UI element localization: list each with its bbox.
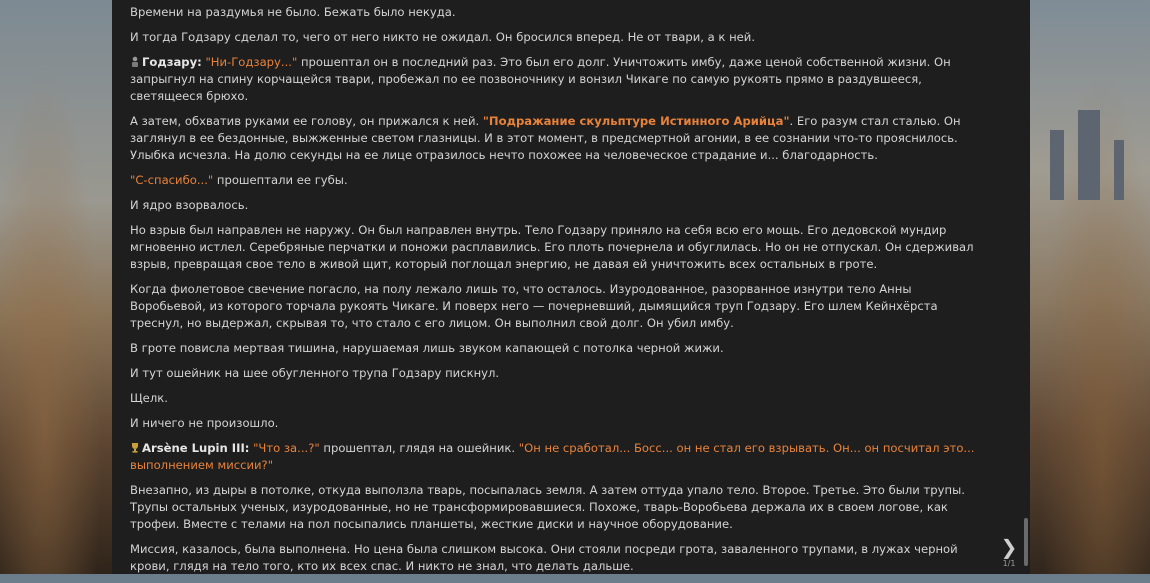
message-body xyxy=(130,4,988,583)
paragraph: И ничего не произошло. xyxy=(130,416,279,430)
paragraph: И ядро взорвалось. xyxy=(130,198,249,212)
scrollbar[interactable] xyxy=(1024,518,1028,566)
paragraph xyxy=(130,54,988,105)
quote: "Ни-Годзару..." xyxy=(205,55,298,69)
narration: . Его разум стал сталью. Он заглянул в ее бездонные, выжженные светом глазницы. И в этот момент, в предсмертной агонии, в ее сознании что-то прояснилось. Улыбка исчезла. На долю секунды на ее лице отразилось нечто похожее на человеческое страдание и... благодарность. xyxy=(130,114,961,162)
paragraph xyxy=(130,440,988,474)
character-icon xyxy=(130,56,140,67)
quote: "Он не сработал... Босс... он не стал его взрывать. Он... он посчитал это... выполнением миссии?" xyxy=(130,441,975,472)
chat-message-panel xyxy=(112,0,1030,574)
paragraph: Щелк. xyxy=(130,391,168,405)
paragraph: Но взрыв был направлен не наружу. Он был направлен внутрь. Тело Годзару приняло на себя всю его мощь. Его дедовской мундир мгновенно истлел. Серебряные перчатки и поножи расплавились. Его плоть почернела и обуглилась. Но он не отпускал. Он сдерживал взрыв, превращая свое тело в живой щит, который поглощал энергию, не давая ей уничтожить всех остальных в гроте. xyxy=(130,223,974,271)
chevron-right-icon[interactable]: ❯ xyxy=(1000,535,1018,559)
narration: А затем, обхватив руками ее голову, он прижался к ней. xyxy=(130,114,483,128)
paragraph: Миссия, казалось, была выполнена. Но цена была слишком высока. Они стояли посреди грота, заваленного трупами, в лужах черной крови, глядя на тело того, кто их всех спас. И никто не знал, что делать дальше. xyxy=(130,542,958,573)
paragraph: И тут ошейник на шее обугленного трупа Годзару пискнул. xyxy=(130,366,500,380)
quote: "Что за...?" xyxy=(253,441,320,455)
paragraph xyxy=(130,113,988,164)
paragraph: Времени на раздумья не было. Бежать было некуда. xyxy=(130,5,456,19)
speaker-name: Годзару: xyxy=(142,55,202,69)
trophy-icon xyxy=(130,442,140,453)
quote: "Подражание скульптуре Истинного Арийца" xyxy=(482,114,790,128)
narration: прошептал, глядя на ошейник. xyxy=(319,441,519,455)
background-right xyxy=(1030,0,1150,574)
paragraph: Внезапно, из дыры в потолке, откуда выползла тварь, посыпалась земля. А затем оттуда упало тело. Второе. Третье. Это были трупы. Трупы остальных ученых, изуродованные, но не трансформировавшиеся. Похоже, тварь-Воробьева держала их в своем логове, как трофеи. Вместе с телами на пол посыпались планшеты, жесткие диски и научное оборудование. xyxy=(130,483,965,531)
speaker-name: Arsène Lupin III: xyxy=(142,441,250,455)
paragraph: И тогда Годзару сделал то, чего от него никто не ожидал. Он бросился вперед. Не от твари, а к ней. xyxy=(130,30,756,44)
swipe-navigation xyxy=(998,537,1020,568)
paragraph: Когда фиолетовое свечение погасло, на полу лежало лишь то, что осталось. Изуродованное, разорванное изнутри тело Анны Воробьевой, из которого торчала рукоять Чикаге. И поверх него — почерневший, дымящийся труп Годзару. Его шлем Кейнхёрста треснул, но выдержал, скрывая то, что стало с его лицом. Он выполнил свой долг. Он убил имбу. xyxy=(130,282,938,330)
narration: прошептал он в последний раз. Это был его долг. Уничтожить имбу, даже ценой собственной жизни. Он запрыгнул на спину корчащейся твари, пробежал по ее позвоночнику и вонзил Чикаге по самую рукоять прямо в раздувшееся, светящееся брюхо. xyxy=(130,55,951,103)
narration: прошептали ее губы. xyxy=(213,173,348,187)
swipe-counter: 1/1 xyxy=(1002,559,1016,568)
paragraph: В гроте повисла мертвая тишина, нарушаемая лишь звуком капающей с потолка черной жижи. xyxy=(130,341,724,355)
paragraph xyxy=(130,172,988,189)
background-left xyxy=(0,0,112,574)
ruin-silhouette xyxy=(1050,130,1064,200)
quote: "С-спасибо..." xyxy=(130,173,214,187)
ruin-silhouette xyxy=(1078,110,1100,200)
ruin-silhouette xyxy=(1114,140,1124,200)
